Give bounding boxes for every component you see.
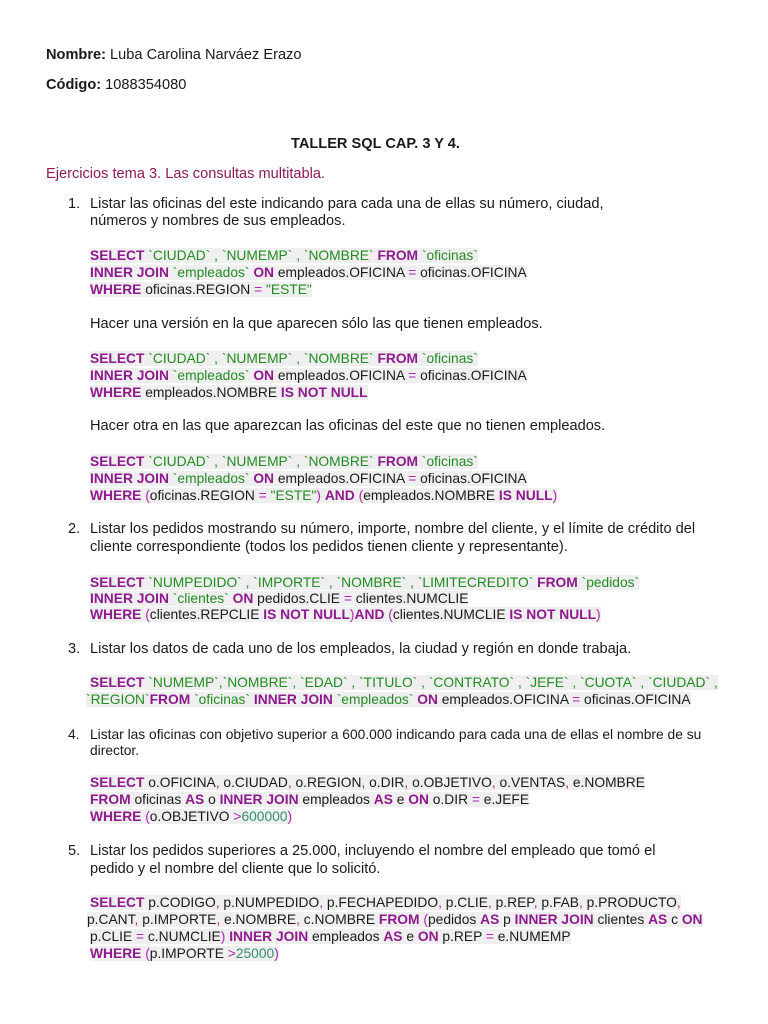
- exercise-1-note-2: Hacer una versión en la que aparecen sólo las que tienen empleados.: [90, 316, 543, 332]
- sql-1c-line-1: SELECT `CIUDAD` , `NUMEMP` , `NOMBRE` FROM `oficinas`: [90, 454, 478, 469]
- exercise-text: Listar los datos de cada uno de los empleados, la ciudad y región en donde trabaja.: [90, 641, 632, 657]
- name-value: Luba Carolina Narváez Erazo: [106, 47, 302, 63]
- sql-4-line-3: WHERE (o.OBJETIVO >600000): [90, 809, 293, 824]
- sql-5-line-1: SELECT p.CODIGO, p.NUMPEDIDO, p.FECHAPEDIDO, p.CLIE, p.REP, p.FAB, p.PRODUCTO,: [90, 895, 681, 910]
- exercise-number: 2.: [68, 521, 81, 537]
- sql-1c-line-2: INNER JOIN `empleados` ON empleados.OFICINA = oficinas.OFICINA: [90, 471, 527, 486]
- section-heading: Ejercicios tema 3. Las consultas multitabla.: [46, 166, 326, 182]
- code-line: [46, 77, 186, 94]
- sql-1b-line-3: WHERE empleados.NOMBRE IS NOT NULL: [90, 385, 368, 400]
- sql-5-line-3: p.CLIE = c.NUMCLIE) INNER JOIN empleados AS e ON p.REP = e.NUMEMP: [90, 929, 571, 944]
- sql-1a-line-1: SELECT `CIUDAD` , `NUMEMP` , `NOMBRE` FROM `oficinas`: [90, 248, 478, 263]
- sql-3-line-2: `REGION`FROM `oficinas` INNER JOIN `empleados` ON empleados.OFICINA = oficinas.OFICINA: [86, 692, 691, 707]
- sql-4-line-1: SELECT o.OFICINA, o.CIUDAD, o.REGION, o.DIR, o.OBJETIVO, o.VENTAS, e.NOMBRE: [90, 775, 645, 790]
- sql-1a-line-3: WHERE oficinas.REGION = "ESTE": [90, 282, 312, 297]
- sql-1c-line-3: WHERE (oficinas.REGION = "ESTE") AND (empleados.NOMBRE IS NULL): [90, 488, 558, 503]
- sql-5-line-4: WHERE (p.IMPORTE >25000): [90, 946, 279, 961]
- exercise-1-note-3: Hacer otra en las que aparezcan las oficinas del este que no tienen empleados.: [90, 418, 606, 434]
- exercise-text: Listar las oficinas con objetivo superior a 600.000 indicando para cada una de ellas el nombre de su: [90, 727, 702, 742]
- exercise-2-text-cont: cliente correspondiente (todos los pedidos tienen cliente y representante).: [90, 539, 568, 555]
- exercise-5-text-cont: pedido y el nombre del cliente que lo solicitó.: [90, 861, 381, 877]
- exercise-number: 5.: [68, 843, 81, 859]
- exercise-text: Listar los pedidos mostrando su número, importe, nombre del cliente, y el límite de crédito del: [90, 521, 696, 537]
- sql-1b-line-1: SELECT `CIUDAD` , `NUMEMP` , `NOMBRE` FROM `oficinas`: [90, 351, 478, 366]
- sql-5-line-2: p.CANT, p.IMPORTE, e.NOMBRE, c.NOMBRE FROM (pedidos AS p INNER JOIN clientes AS c ON: [87, 912, 703, 927]
- exercise-4-text-cont: director.: [90, 743, 140, 758]
- exercise-text: Listar los pedidos superiores a 25.000, incluyendo el nombre del empleado que tomó el: [90, 843, 656, 859]
- sql-2-line-3: WHERE (clientes.REPCLIE IS NOT NULL)AND (clientes.NUMCLIE IS NOT NULL): [90, 607, 601, 622]
- sql-1b-line-2: INNER JOIN `empleados` ON empleados.OFICINA = oficinas.OFICINA: [90, 368, 527, 383]
- name-label: Nombre:: [46, 47, 106, 63]
- sql-4-line-2: FROM oficinas AS o INNER JOIN empleados AS e ON o.DIR = e.JEFE: [90, 792, 530, 807]
- exercise-number: 4.: [68, 727, 80, 742]
- page-title: TALLER SQL CAP. 3 Y 4.: [291, 136, 460, 152]
- sql-2-line-2: INNER JOIN `clientes` ON pedidos.CLIE = clientes.NUMCLIE: [90, 591, 469, 606]
- exercise-1-text-cont: números y nombres de sus empleados.: [90, 213, 346, 229]
- exercise-text: Listar las oficinas del este indicando para cada una de ellas su número, ciudad,: [90, 196, 604, 212]
- name-line: [46, 47, 302, 64]
- sql-3-line-1: SELECT `NUMEMP`,`NOMBRE`, `EDAD` , `TITULO` , `CONTRATO` , `JEFE` , `CUOTA` , `CIUDAD` ,: [90, 675, 718, 690]
- exercise-number: 3.: [68, 641, 81, 657]
- sql-2-line-1: SELECT `NUMPEDIDO` , `IMPORTE` , `NOMBRE` , `LIMITECREDITO` FROM `pedidos`: [90, 575, 640, 590]
- exercise-number: 1.: [68, 196, 81, 212]
- sql-1a-line-2: INNER JOIN `empleados` ON empleados.OFICINA = oficinas.OFICINA: [90, 265, 527, 280]
- code-label: Código:: [46, 77, 102, 93]
- code-value: 1088354080: [101, 77, 187, 93]
